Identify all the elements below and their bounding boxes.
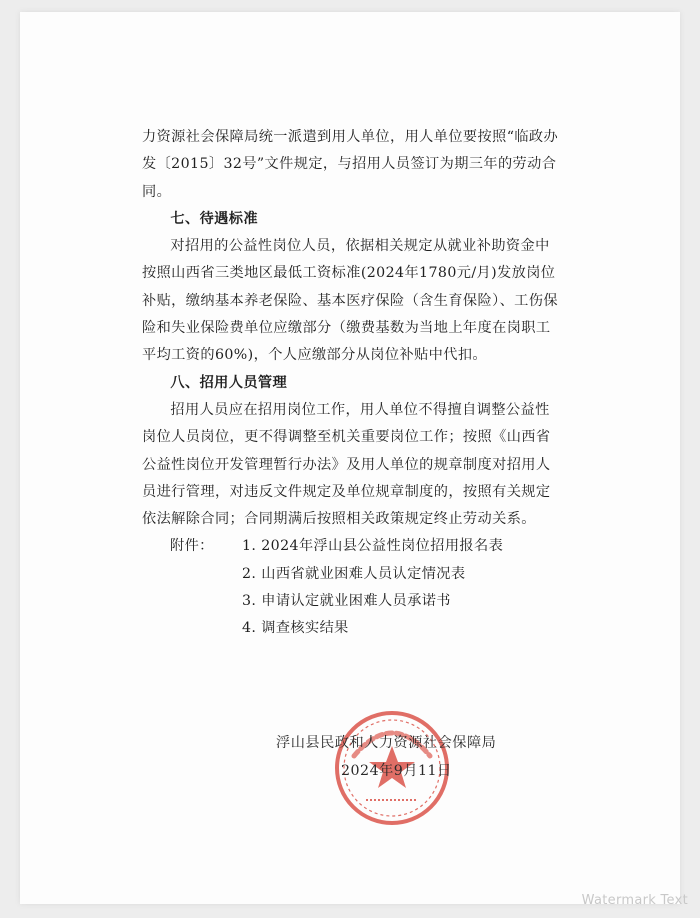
section-7-body: 对招用的公益性岗位人员，依据相关规定从就业补助资金中按照山西省三类地区最低工资标准(2024年1780元/月)发放岗位补贴，缴纳基本养老保险、基本医疗保险（含生育保险）、工伤保险和失业保险费单位应缴部分（缴费基数为当地上年度在岗职工平均工资的60%)，个人应缴部分从岗位补贴中代扣。 [142, 238, 558, 364]
attachment-item: 1. 2024年浮山县公益性岗位招用报名表 [242, 538, 504, 555]
document-body [142, 124, 562, 643]
section-8-heading: 八、招用人员管理 [170, 374, 288, 391]
attachments-label: 附件： [170, 538, 214, 555]
section-7-heading: 七、待遇标准 [170, 210, 258, 227]
attachment-row-1 [142, 533, 562, 560]
attachment-item: 4. 调查核实结果 [242, 620, 349, 637]
attachment-item: 2. 山西省就业困难人员认定情况表 [242, 565, 466, 582]
attachment-item: 3. 申请认定就业困难人员承诺书 [242, 593, 451, 610]
signature-date: 2024年9月11日 [341, 763, 452, 779]
section-8-body: 招用人员应在招用岗位工作，用人单位不得擅自调整公益性岗位人员岗位，更不得调整至机关重要岗位工作；按照《山西省公益性岗位开发管理暂行办法》及用人单位的规章制度对招用人员进行管理，对违反文件规定及单位规章制度的，按照有关规定依法解除合同；合同期满后按照相关政策规定终止劳动关系。 [142, 401, 551, 528]
signature-organization: 浮山县民政和人力资源社会保障局 [276, 735, 497, 751]
paragraph-continuation: 力资源社会保障局统一派遣到用人单位，用人单位要按照“临政办发〔2015〕32号”文件规定，与招用人员签订为期三年的劳动合同。 [142, 129, 559, 200]
watermark-text: Watermark Text [581, 893, 688, 908]
